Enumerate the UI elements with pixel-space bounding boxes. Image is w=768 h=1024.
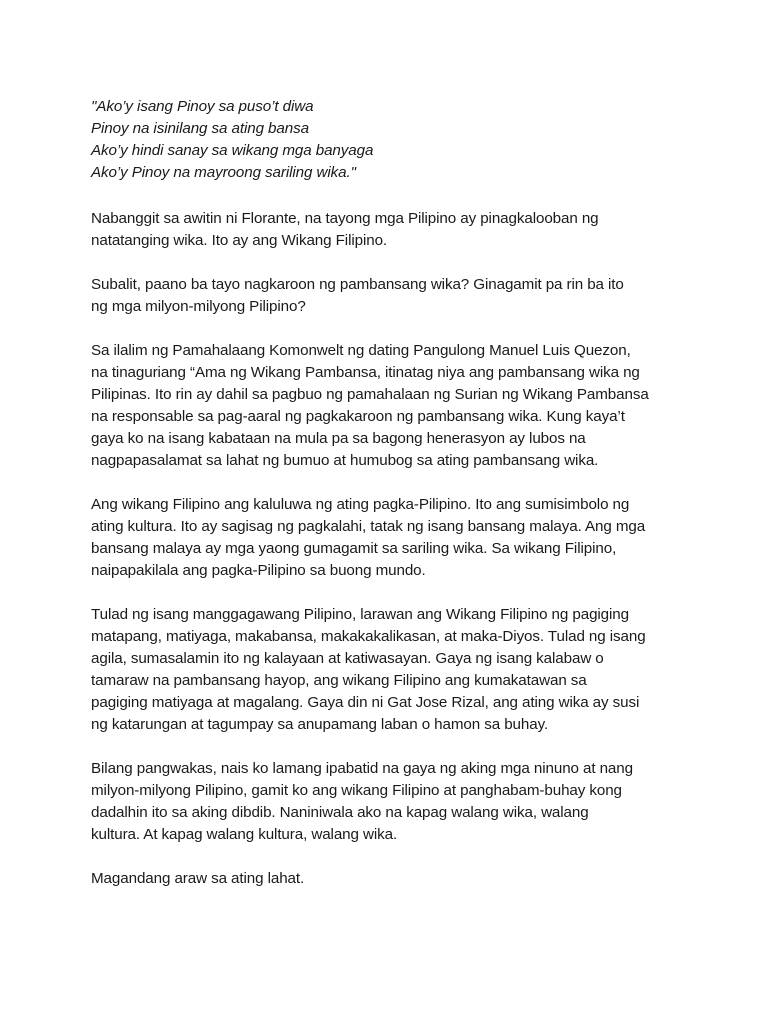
poem-line: Ako’y hindi sanay sa wikang mga banyaga bbox=[91, 142, 374, 159]
opening-poem bbox=[91, 96, 691, 184]
paragraph-comparison bbox=[91, 604, 691, 736]
document-page bbox=[91, 96, 691, 912]
text-line: Subalit, paano ba tayo nagkaroon ng pambansang wika? Ginagamit pa rin ba ito bbox=[91, 276, 624, 293]
text-line: gaya ko na isang kabataan na mula pa sa bagong henerasyon ay lubos na bbox=[91, 430, 586, 447]
paragraph-closing bbox=[91, 868, 691, 890]
poem-line: Pinoy na isinilang sa ating bansa bbox=[91, 120, 309, 137]
text-line: matapang, matiyaga, makabansa, makakakalikasan, at maka-Diyos. Tulad ng isang bbox=[91, 628, 646, 645]
poem-line: "Ako’y isang Pinoy sa puso’t diwa bbox=[91, 98, 314, 115]
poem-line: Ako’y Pinoy na mayroong sariling wika." bbox=[91, 164, 356, 181]
text-line: Sa ilalim ng Pamahalaang Komonwelt ng dating Pangulong Manuel Luis Quezon, bbox=[91, 342, 631, 359]
paragraph-history bbox=[91, 340, 691, 472]
text-line: ng mga milyon-milyong Pilipino? bbox=[91, 298, 306, 315]
paragraph-culture bbox=[91, 494, 691, 582]
text-line: kultura. At kapag walang kultura, walang wika. bbox=[91, 826, 398, 843]
text-line: na tinaguriang “Ama ng Wikang Pambansa, itinatag niya ang pambansang wika ng bbox=[91, 364, 640, 381]
text-line: Pilipinas. Ito rin ay dahil sa pagbuo ng pamahalaan ng Surian ng Wikang Pambansa bbox=[91, 386, 649, 403]
text-line: nagpapasalamat sa lahat ng bumuo at humubog sa ating pambansang wika. bbox=[91, 452, 599, 469]
text-line: ating kultura. Ito ay sagisag ng pagkalahi, tatak ng isang bansang malaya. Ang mga bbox=[91, 518, 646, 535]
text-line: Magandang araw sa ating lahat. bbox=[91, 870, 305, 887]
text-line: milyon-milyong Pilipino, gamit ko ang wikang Filipino at panghabam-buhay kong bbox=[91, 782, 622, 799]
text-line: Nabanggit sa awitin ni Florante, na tayong mga Pilipino ay pinagkalooban ng bbox=[91, 210, 599, 227]
text-line: tamaraw na pambansang hayop, ang wikang Filipino ang kumakatawan sa bbox=[91, 672, 587, 689]
paragraph-conclusion bbox=[91, 758, 691, 846]
text-line: naipapakilala ang pagka-Pilipino sa buong mundo. bbox=[91, 562, 426, 579]
text-line: Bilang pangwakas, nais ko lamang ipabatid na gaya ng aking mga ninuno at nang bbox=[91, 760, 633, 777]
text-line: dadalhin ito sa aking dibdib. Naniniwala ako na kapag walang wika, walang bbox=[91, 804, 589, 821]
text-line: na responsable sa pag-aaral ng pagkakaroon ng pambansang wika. Kung kaya’t bbox=[91, 408, 625, 425]
paragraph-question bbox=[91, 274, 691, 318]
text-line: pagiging matiyaga at magalang. Gaya din ni Gat Jose Rizal, ang ating wika ay susi bbox=[91, 694, 640, 711]
text-line: ng katarungan at tagumpay sa anupamang laban o hamon sa buhay. bbox=[91, 716, 549, 733]
paragraph-intro bbox=[91, 208, 691, 252]
text-line: agila, sumasalamin ito ng kalayaan at katiwasayan. Gaya ng isang kalabaw o bbox=[91, 650, 604, 667]
text-line: natatanging wika. Ito ay ang Wikang Filipino. bbox=[91, 232, 388, 249]
text-line: bansang malaya ay mga yaong gumagamit sa sariling wika. Sa wikang Filipino, bbox=[91, 540, 617, 557]
text-line: Tulad ng isang manggagawang Pilipino, larawan ang Wikang Filipino ng pagiging bbox=[91, 606, 629, 623]
text-line: Ang wikang Filipino ang kaluluwa ng ating pagka-Pilipino. Ito ang sumisimbolo ng bbox=[91, 496, 630, 513]
